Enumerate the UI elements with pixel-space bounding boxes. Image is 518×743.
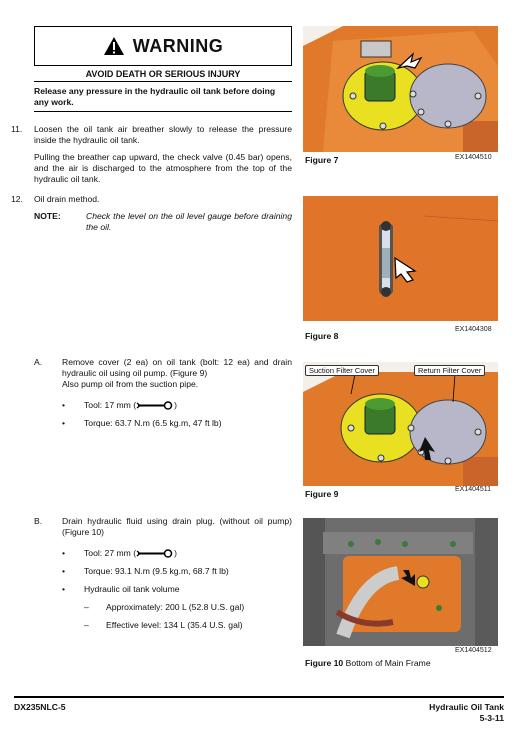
- step-b-torque: Torque: 93.1 N.m (9.5 kg.m, 68.7 ft lb): [84, 566, 229, 576]
- figure-10-image: [303, 518, 498, 646]
- step-12-number: 12.: [11, 194, 23, 204]
- figure-10-caption-line: [305, 658, 431, 668]
- dash: –: [84, 620, 89, 630]
- warning-message: Release any pressure in the hydraulic oil tank before doing any work.: [34, 86, 276, 107]
- bullet-dot: •: [62, 566, 66, 576]
- step-b-approx: Approximately: 200 L (52.8 U.S. gal): [106, 602, 245, 612]
- step-11-number: 11.: [11, 124, 23, 134]
- step-b-effective: Effective level: 134 L (35.4 U.S. gal): [106, 620, 243, 630]
- warning-triangle-icon: [103, 36, 125, 56]
- step-a-letter: A.: [34, 357, 43, 367]
- step-b-volume: Hydraulic oil tank volume: [84, 584, 180, 594]
- step-a-tool-end: ): [174, 400, 177, 410]
- warning-top-rule: [34, 81, 292, 82]
- figure-7-image: [303, 26, 498, 152]
- footer-section: Hydraulic Oil Tank: [429, 702, 504, 712]
- figure-7-code: EX1404510: [455, 154, 492, 161]
- bullet-dot: •: [62, 418, 66, 428]
- warning-box: [34, 26, 292, 66]
- note-label: NOTE:: [34, 211, 61, 221]
- figure-7-label: Figure 7: [305, 155, 339, 165]
- footer-rule: [14, 696, 504, 698]
- step-b-tool: [84, 548, 177, 559]
- step-b-letter: B.: [34, 516, 43, 526]
- step-b-text: Drain hydraulic fluid using drain plug. (without oil pump) (Figure 10): [62, 516, 292, 537]
- warning-bottom-rule: [34, 111, 292, 112]
- footer-page: 5-3-11: [479, 713, 504, 723]
- dash: –: [84, 602, 89, 612]
- step-a-text: Remove cover (2 ea) on oil tank (bolt: 12 ea) and drain hydraulic oil using oil pump. (Figure 9): [62, 357, 292, 378]
- note-text: Check the level on the oil level gauge before draining the oil.: [86, 211, 292, 232]
- figure-9-image: [303, 362, 498, 486]
- step-a-torque: Torque: 63.7 N.m (6.5 kg.m, 47 ft lb): [84, 418, 222, 428]
- step-a-text2: Also pump oil from the suction pipe.: [62, 379, 199, 389]
- warning-subtitle: AVOID DEATH OR SERIOUS INJURY: [85, 69, 241, 79]
- warning-title: WARNING: [132, 35, 224, 56]
- wrench-icon: [136, 401, 174, 410]
- step-11-text: Loosen the oil tank air breather slowly to release the pressure inside the hydraulic oil tank.: [34, 124, 292, 145]
- step-b-tool-text: Tool: 27 mm (: [84, 548, 137, 558]
- figure-9-code: EX1404511: [455, 486, 492, 493]
- bullet-dot: •: [62, 584, 66, 594]
- bullet-dot: •: [62, 548, 66, 558]
- figure-8-label: Figure 8: [305, 331, 339, 341]
- return-filter-callout: Return Filter Cover: [414, 365, 485, 376]
- figure-9-label: Figure 9: [305, 489, 339, 499]
- figure-10-caption: Bottom of Main Frame: [343, 658, 431, 668]
- suction-filter-callout: Suction Filter Cover: [305, 365, 379, 376]
- figure-8-code: EX1404308: [455, 326, 492, 333]
- figure-10-label: Figure 10: [305, 658, 344, 668]
- figure-8-image: [303, 196, 498, 321]
- step-a-tool: [84, 400, 177, 411]
- step-11-paragraph: Pulling the breather cap upward, the check valve (0.45 bar) opens, and the air is discharged to the atmosphere from the top of the hydraulic oil tank.: [34, 152, 292, 184]
- figure-10-code: EX1404512: [455, 647, 492, 654]
- wrench-icon: [136, 549, 174, 558]
- step-a-tool-text: Tool: 17 mm (: [84, 400, 137, 410]
- step-b-tool-end: ): [174, 548, 177, 558]
- step-12-text: Oil drain method.: [34, 194, 100, 204]
- bullet-dot: •: [62, 400, 66, 410]
- footer-model: DX235NLC-5: [14, 702, 66, 712]
